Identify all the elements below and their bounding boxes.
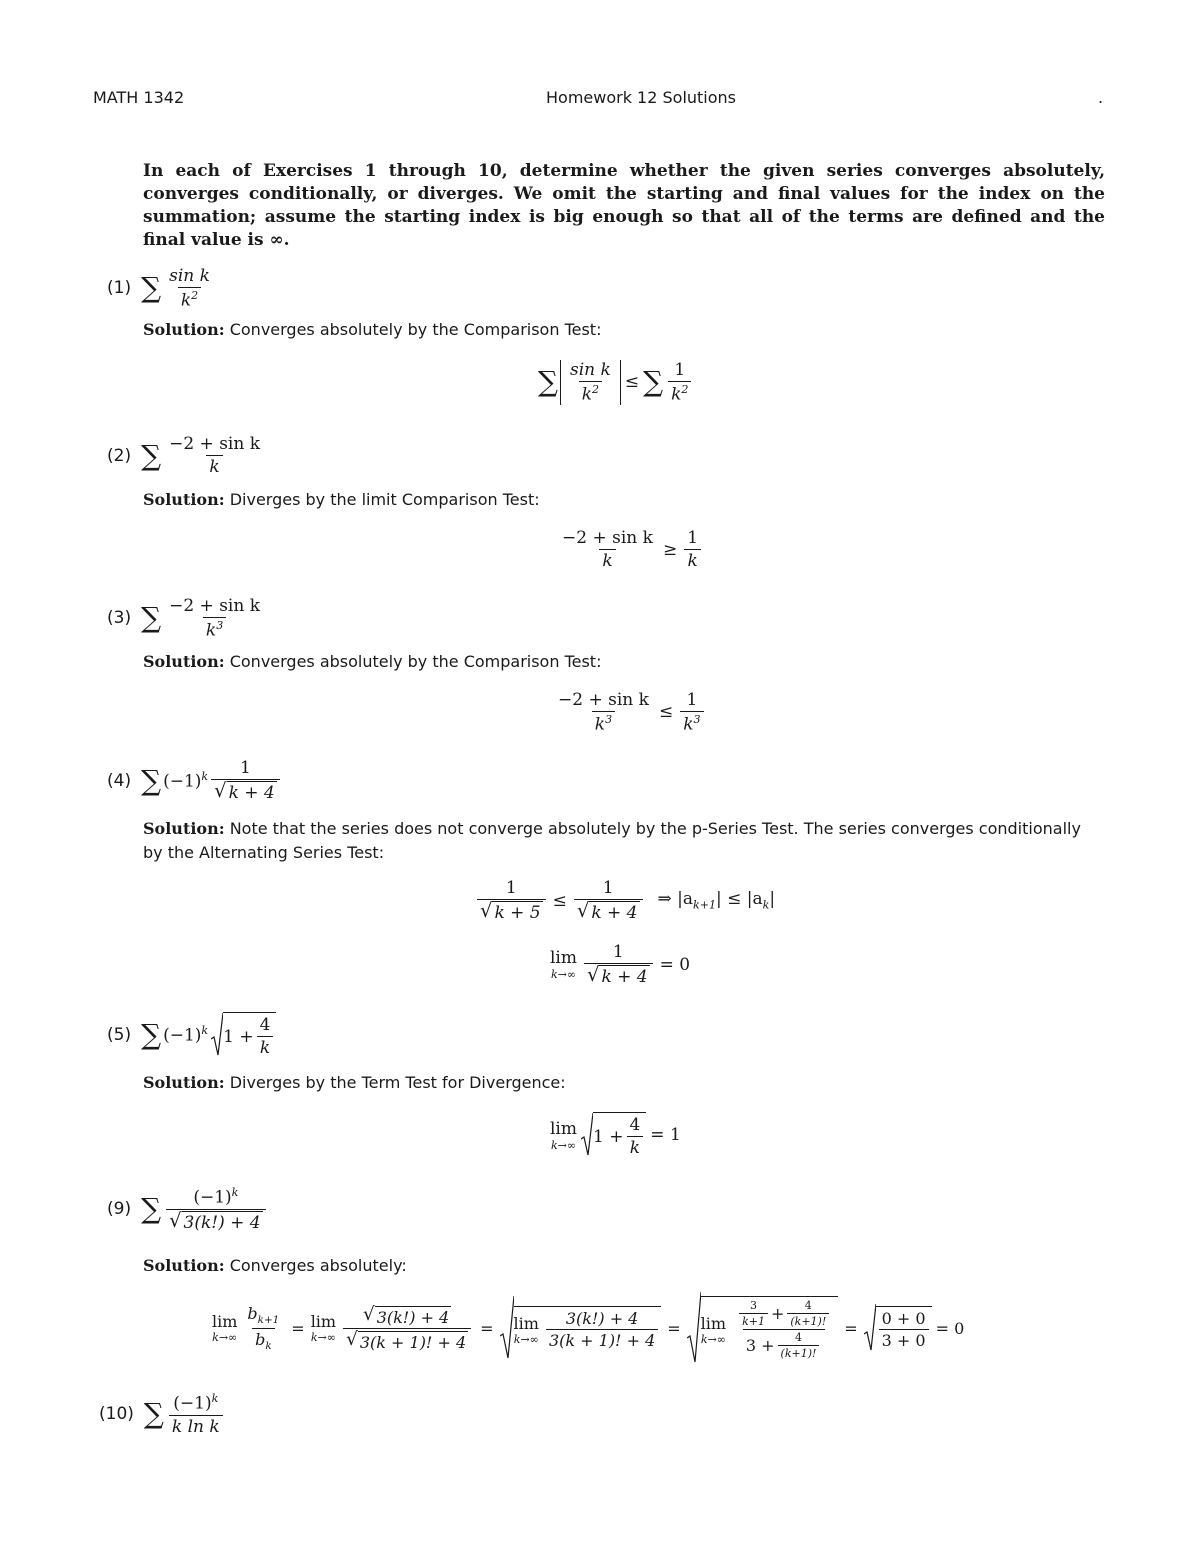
radicand: 3(k!) + 4 [183, 1212, 261, 1233]
header-dot: . [1098, 88, 1104, 107]
equation-1: ∑ $\frac{\text{sin k}}{k^2}$ ≤ ∑ $\frac{1}{k^2}$ [538, 360, 694, 405]
course-code: MATH 1342 [93, 88, 185, 107]
problem-10-label: (10) [99, 1404, 134, 1425]
problem-2: (2) ∑ $\frac{\text{−2 + sin k}}{k}$ [107, 434, 266, 477]
problem-2-label: (2) [107, 445, 132, 466]
numerator: 3(k!) + 4 [565, 1309, 639, 1328]
neg-one: (−1) [163, 1025, 202, 1046]
problem-5: (5) ∑ $(-1)^k$ 1 + $\frac{4}{k}$ [107, 1012, 276, 1058]
radicand: k + 4 [228, 783, 275, 803]
radicand: k + 4 [591, 903, 638, 923]
three-plus: 3 + [745, 1336, 775, 1355]
denominator: $k^2$ [178, 287, 201, 311]
denominator: k+1 [739, 1313, 768, 1328]
numerator: 0 + 0 [881, 1309, 926, 1328]
problem-1-label: (1) [107, 278, 132, 299]
b: b [255, 1329, 266, 1349]
numerator: 1 [505, 878, 517, 898]
numerator: 1 [602, 878, 614, 898]
numerator: 1 [612, 942, 624, 962]
neg-one: (−1) [173, 1393, 212, 1414]
problem-10: (10) ∑ $\frac{(-1)^k}{\text{k ln k}}$ [99, 1392, 226, 1437]
numerator: −2 + sin k [169, 434, 261, 454]
instructions-paragraph: In each of Exercises 1 through 10, determine whether the given series converges absolutely, converges conditionally, or diverges. We omit the starting and final values for the index on the summation; assume the starting index is big enough so that all of the terms are defined and the final value is ∞. [143, 161, 1105, 250]
equation-5 [550, 1112, 681, 1158]
radicand: 3(k + 1)! + 4 [359, 1332, 467, 1352]
leq-sign: ≤ [658, 702, 674, 723]
denominator: 3(k + 1)! + 4 [546, 1329, 658, 1350]
numerator: 1 [674, 360, 686, 380]
denominator: k [257, 1036, 273, 1058]
denominator: k [627, 1136, 643, 1158]
geq-sign: ≥ [662, 539, 678, 560]
numerator: −2 + sin k [169, 596, 261, 616]
radicand: k + 4 [601, 967, 648, 987]
b: b [247, 1304, 258, 1324]
solution-label: Solution: [143, 819, 225, 838]
numerator: sin k [570, 360, 611, 380]
one-plus: 1 + [223, 1026, 254, 1047]
problem-1: (1) ∑ $\frac{\text{sin k}}{k^2}$ [107, 266, 216, 311]
lim-subscript: k→∞ [550, 968, 577, 981]
lim-subscript: k→∞ [310, 1331, 336, 1344]
solution-label: Solution: [143, 490, 225, 509]
numerator: −2 + sin k [558, 690, 649, 710]
equation-4a: 1 √ k + 5 ≤ 1 √ k + 4 ⇒ $|a_{k+1}| \le |a_k|$ [474, 878, 775, 923]
solution-label: Solution: [143, 652, 225, 671]
equals-zero: = 0 [659, 954, 691, 975]
lim: lim [550, 1118, 577, 1139]
denominator: $k^3$ [680, 711, 703, 735]
solution-text: Diverges by the Term Test for Divergence: [224, 1073, 566, 1092]
numerator: 1 [686, 690, 698, 710]
lim-subscript: k→∞ [550, 1138, 577, 1152]
problem-9-label: (9) [107, 1199, 132, 1220]
denominator: 3 + 0 [879, 1329, 929, 1350]
leq-sign: ≤ [624, 372, 640, 393]
equation-3 [552, 690, 707, 735]
lim: lim [310, 1312, 337, 1331]
numerator: −2 + sin k [562, 528, 653, 548]
denominator: (k+1)! [778, 1345, 820, 1360]
denominator: k [206, 455, 222, 477]
problem-5-label: (5) [107, 1025, 132, 1045]
equation-2 [556, 528, 704, 571]
lim-subscript: k→∞ [212, 1331, 238, 1344]
lim-subscript: k→∞ [700, 1332, 726, 1346]
denominator: $k^2$ [668, 381, 691, 405]
problem-9: (9) ∑ $(-1)^k$ √ 3(k!) + 4 [107, 1186, 269, 1233]
solution-3 [143, 650, 1105, 674]
radicand: k + 5 [494, 903, 541, 923]
numerator: 4 [794, 1331, 802, 1344]
solution-2 [143, 488, 1105, 512]
solution-5 [143, 1071, 1105, 1095]
document-title: Homework 12 Solutions [546, 88, 737, 107]
solution-text: Note that the series does not converge absolutely by the p-Series Test. The series converges conditionally by the Alternating Series Test: [143, 819, 1081, 862]
problem-3-label: (3) [107, 608, 132, 629]
solution-1 [143, 318, 1105, 342]
solution-text: Converges absolutely: [224, 1256, 407, 1275]
lim: lim [700, 1313, 727, 1333]
implies-text: ⇒ |a [657, 889, 694, 910]
solution-text: Converges absolutely by the Comparison Test: [224, 320, 602, 339]
denominator: k ln k [169, 1415, 223, 1437]
solution-label: Solution: [143, 1256, 225, 1275]
equals-one: = 1 [650, 1125, 681, 1145]
numerator: 1 [240, 758, 251, 778]
problem-3: (3) ∑ $\frac{\text{−2 + sin k}}{k^3}$ [107, 596, 266, 641]
lim-subscript: k→∞ [513, 1332, 539, 1346]
denominator: $k^3$ [592, 711, 615, 735]
neg-one: (−1) [163, 771, 202, 792]
solution-label: Solution: [143, 320, 225, 339]
leq-sign: ≤ [552, 890, 567, 911]
denominator: $k^2$ [579, 381, 602, 405]
numerator: 3 [750, 1299, 757, 1312]
lim: lim [212, 1312, 238, 1331]
numerator: 1 [687, 528, 699, 548]
problem-4: (4) ∑ $(-1)^k$ 1 √ k + 4 [107, 758, 283, 803]
problem-4-label: (4) [107, 770, 132, 791]
denominator: k [684, 549, 700, 571]
denominator: k [599, 549, 615, 571]
solution-text: Converges absolutely by the Comparison Test: [224, 652, 602, 671]
solution-4 [143, 817, 1105, 865]
implication: ⇒ $|a_{k+1}| \le |a_k|$ [657, 889, 776, 912]
numerator: 4 [259, 1015, 271, 1035]
solution-9 [143, 1254, 1105, 1278]
equals-zero: = 0 [935, 1318, 965, 1338]
solution-label: Solution: [143, 1073, 225, 1092]
numerator: 4 [804, 1299, 812, 1312]
lim: lim [550, 948, 577, 968]
solution-text: Diverges by the limit Comparison Test: [224, 490, 540, 509]
denominator: $k^3$ [203, 617, 226, 641]
numerator: 4 [629, 1115, 641, 1135]
lim: lim [513, 1313, 539, 1333]
denominator: (k+1)! [787, 1313, 829, 1328]
one-plus: 1 + [593, 1126, 624, 1147]
neg-one: (−1) [193, 1187, 232, 1208]
equation-9: lim k→∞ $\frac{b_{k+1}}{b_k}$ = lim k→∞ √ 3(k!) + 4 √ 3(k + 1)! + 4 = lim k→∞ $\frac{3(k!) + 4}{3(k + 1)! + 4}$ = lim k→∞ $\frac{3}{k+1}$ + $\frac{4}{(k+1)!}$ 3 + $\frac{4}{(k+1)!}$ = $\frac{0 + 0}{3 + 0}$ = 0 [212, 1292, 964, 1364]
equation-4b: lim k→∞ 1 √ k + 4 = 0 [550, 942, 691, 987]
denominator: √ k + 4 [211, 779, 280, 803]
radicand: 3(k!) + 4 [376, 1307, 450, 1327]
numerator: sin k [169, 266, 210, 286]
